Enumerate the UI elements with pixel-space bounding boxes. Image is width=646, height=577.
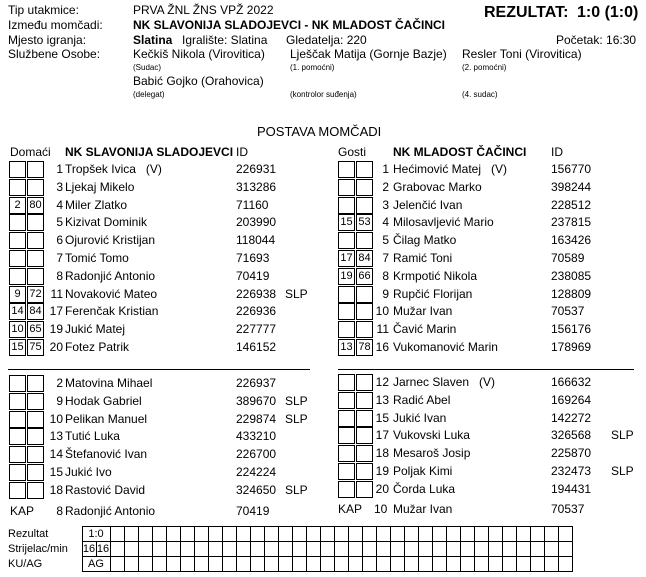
player-id: 225870 — [551, 446, 592, 461]
player-number: 15 — [375, 410, 389, 425]
sub-minute-box — [27, 375, 44, 392]
sub-minute-box: 65 — [27, 321, 44, 338]
player-name — [393, 375, 495, 389]
player-name-text: Hećimović Matej — [393, 162, 482, 176]
sub-player-box: 13 — [338, 339, 355, 356]
official-role: (1. pomoćni) — [290, 63, 335, 72]
player-name-text: Mužar Ivan — [393, 304, 453, 319]
player-name — [65, 447, 147, 461]
sub-minute-box: 66 — [356, 268, 373, 285]
sub-player-box — [338, 374, 355, 391]
sub-player-box: 17 — [338, 250, 355, 267]
sub-minute-box — [356, 463, 373, 480]
player-number: 9 — [382, 286, 389, 301]
player-name-text: Poljak Kimi — [393, 464, 453, 478]
player-number: 19 — [49, 322, 63, 337]
player-number: 8 — [56, 268, 63, 283]
igraliste: Igralište: Slatina — [182, 33, 268, 47]
rezultat-cell: 1:0 — [82, 527, 110, 542]
player-name — [65, 251, 129, 265]
sub-player-box — [9, 428, 26, 445]
player-number: 10 — [49, 411, 63, 426]
player-name — [393, 269, 477, 283]
sub-player-box — [338, 445, 355, 462]
player-name — [393, 162, 507, 176]
official-role: (Sudac) — [133, 63, 162, 72]
player-number: 3 — [382, 197, 389, 212]
player-name-text: Krmpotić Nikola — [393, 268, 478, 283]
player-id: 166632 — [551, 375, 592, 389]
player-name-text: Jukić Ivan — [393, 410, 447, 425]
player-id: 70419 — [236, 268, 270, 283]
player-number: 15 — [49, 465, 63, 479]
sub-minute-box — [356, 303, 373, 320]
player-name — [65, 198, 127, 212]
player-name-text: Miler Zlatko — [65, 197, 128, 212]
postava-title: POSTAVA MOMČADI — [257, 124, 382, 139]
player-number: 13 — [49, 429, 63, 444]
sub-minute-box — [356, 445, 373, 462]
sub-minute-box — [27, 268, 44, 285]
sub-minute-box: 78 — [356, 339, 373, 356]
player-id: 71160 — [236, 197, 269, 212]
player-name — [393, 215, 494, 229]
home-id-header: ID — [236, 145, 248, 159]
sub-minute-box — [356, 232, 373, 249]
sub-player-box: 19 — [338, 268, 355, 285]
sub-player-box — [9, 161, 26, 178]
player-name-text: Štefanović Ivan — [65, 447, 148, 462]
player-name-text: Tropšek Ivica — [65, 162, 136, 176]
player-name-text: Jelenčić Ivan — [393, 197, 463, 212]
sub-player-box — [338, 410, 355, 427]
player-name-text: Pelikan Manuel — [65, 411, 148, 426]
player-name-text: Radić Abel — [393, 392, 451, 407]
away-side-label: Gosti — [338, 145, 367, 159]
player-id: 203990 — [236, 215, 277, 230]
sub-player-box — [338, 481, 355, 498]
player-name-text: Čilag Matko — [393, 233, 457, 248]
player-name — [65, 322, 125, 336]
player-name — [393, 322, 456, 336]
strijelac-cell: 16 — [96, 542, 110, 555]
sub-player-box — [338, 179, 355, 196]
izmedu-label: Između momčadi: — [8, 18, 103, 32]
sub-minute-box — [356, 197, 373, 214]
pocetak: Početak: 16:30 — [556, 33, 637, 47]
sub-player-box — [9, 393, 26, 410]
player-name — [65, 162, 162, 176]
official-role: (4. sudac) — [462, 90, 498, 99]
player-name — [65, 233, 155, 247]
player-id: 70589 — [551, 251, 585, 265]
sub-minute-box — [356, 481, 373, 498]
player-number: 4 — [56, 197, 63, 212]
player-name — [393, 464, 452, 478]
player-name — [393, 340, 498, 354]
player-id: 178969 — [551, 340, 592, 354]
player-id: 70537 — [551, 304, 585, 319]
player-name — [393, 411, 446, 425]
player-number: 7 — [382, 251, 389, 265]
player-name — [393, 287, 472, 301]
player-id: 142272 — [551, 410, 592, 425]
player-name — [65, 376, 152, 390]
player-number: 19 — [375, 464, 389, 478]
player-name — [393, 251, 452, 265]
player-note: SLP — [285, 286, 308, 301]
strijelac-row-label: Strijelac/min — [8, 542, 68, 555]
player-name — [65, 215, 147, 229]
player-id: 238085 — [551, 268, 592, 283]
sub-minute-box — [27, 179, 44, 196]
sub-player-box — [9, 214, 26, 231]
sub-player-box: 15 — [9, 339, 26, 356]
player-number: 1 — [56, 162, 63, 176]
player-name-text: Čorda Luka — [393, 481, 456, 496]
player-name — [65, 287, 157, 301]
player-id: 398244 — [551, 179, 592, 194]
sub-minute-box — [27, 232, 44, 249]
sub-player-box — [9, 250, 26, 267]
sub-player-box — [9, 464, 26, 481]
home-kap-num: 8 — [56, 504, 63, 518]
player-name-text: Tutić Luka — [65, 429, 120, 444]
sub-minute-box — [27, 214, 44, 231]
sub-player-box: 15 — [338, 214, 355, 231]
strijelac-cell: 16 — [82, 542, 96, 555]
player-number: 18 — [375, 446, 389, 461]
player-name-text: Jukić Matej — [65, 322, 126, 337]
player-name-text: Rupčić Florijan — [393, 286, 473, 301]
player-name — [393, 393, 450, 407]
player-id: 169264 — [551, 392, 592, 407]
player-id: 433210 — [236, 429, 277, 444]
sub-minute-box: 84 — [27, 303, 44, 320]
sub-player-box — [338, 392, 355, 409]
player-id: 226700 — [236, 447, 277, 462]
player-name-text: Milosavljević Mario — [393, 215, 494, 230]
player-number: 11 — [376, 322, 389, 337]
sub-player-box — [338, 197, 355, 214]
home-kap-id: 70419 — [236, 504, 270, 518]
player-id: 229874 — [236, 411, 277, 426]
official-name: Resler Toni (Virovitica) — [462, 47, 582, 61]
player-name — [65, 465, 112, 479]
player-number: 2 — [382, 179, 389, 194]
player-name — [65, 429, 120, 443]
player-note: SLP — [285, 411, 308, 426]
player-name — [393, 180, 482, 194]
sub-minute-box — [356, 392, 373, 409]
player-name — [393, 446, 470, 460]
home-team-header: NK SLAVONIJA SLADOJEVCI — [65, 145, 234, 159]
mjesto-label: Mjesto igranja: — [8, 33, 87, 47]
player-name — [393, 198, 462, 212]
official-role: (2. pomoćni) — [462, 63, 507, 72]
sub-player-box — [9, 268, 26, 285]
sub-minute-box — [356, 179, 373, 196]
kuag-row-label: KU/AG — [8, 557, 43, 570]
player-id: 324650 — [236, 482, 277, 497]
player-id: 226936 — [236, 304, 277, 319]
away-kap-id: 70537 — [551, 502, 585, 516]
tip-value: PRVA ŽNL ŽNS VPŽ 2022 — [133, 3, 274, 17]
tip-label: Tip utakmice: — [8, 3, 79, 17]
player-number: 6 — [56, 233, 63, 248]
player-number: 20 — [375, 481, 389, 496]
player-name-text: Matovina Mihael — [65, 376, 153, 390]
player-id: 194431 — [551, 481, 592, 496]
away-kap-name: Mužar Ivan — [393, 502, 453, 516]
player-id: 232473 — [551, 464, 592, 478]
player-number: 4 — [382, 215, 389, 230]
sub-minute-box: 53 — [356, 214, 373, 231]
sub-minute-box — [356, 427, 373, 444]
away-id-header: ID — [551, 145, 563, 159]
sub-minute-box — [27, 393, 44, 410]
rezultat-value: 1:0 (1:0) — [577, 4, 639, 21]
player-tag: (V) — [145, 162, 162, 176]
player-id: 156176 — [551, 322, 592, 337]
player-name-text: Mesaroš Josip — [393, 446, 471, 461]
player-number: 9 — [56, 393, 63, 408]
sub-minute-box — [27, 482, 44, 499]
sub-minute-box — [27, 411, 44, 428]
sub-minute-box: 80 — [27, 197, 44, 214]
sub-player-box — [9, 179, 26, 196]
player-name-text: Novaković Mateo — [65, 286, 158, 301]
sub-minute-box — [27, 161, 44, 178]
player-name — [393, 304, 452, 318]
sub-player-box — [338, 232, 355, 249]
sub-minute-box — [27, 250, 44, 267]
player-name-text: Čavić Marin — [393, 322, 457, 337]
sub-minute-box: 72 — [27, 286, 44, 303]
player-name — [65, 269, 155, 283]
player-id: 226931 — [236, 162, 277, 176]
player-number: 10 — [375, 304, 389, 319]
sub-player-box — [338, 161, 355, 178]
player-tag: (V) — [479, 375, 496, 389]
player-number: 2 — [56, 376, 63, 390]
player-number: 7 — [56, 251, 63, 265]
player-name — [65, 180, 134, 194]
home-kap-name: Radonjić Antonio — [65, 504, 156, 518]
player-name-text: Ferenčak Kristian — [65, 304, 159, 319]
sub-player-box — [338, 286, 355, 303]
player-number: 16 — [375, 340, 389, 354]
player-note: SLP — [611, 428, 634, 443]
official-name: Babić Gojko (Orahovica) — [133, 74, 264, 88]
player-number: 1 — [382, 162, 389, 176]
player-name-text: Ljekaj Mikelo — [65, 179, 135, 194]
away-team-header: NK MLADOST ČAČINCI — [393, 145, 527, 159]
sub-minute-box — [27, 464, 44, 481]
sub-player-box — [338, 303, 355, 320]
player-number: 17 — [375, 428, 389, 443]
player-note: SLP — [285, 393, 308, 408]
player-id: 224224 — [236, 465, 277, 479]
sub-player-box — [338, 427, 355, 444]
sub-minute-box — [356, 321, 373, 338]
player-name-text: Rastović David — [65, 482, 146, 497]
rezultat-row-label: Rezultat — [8, 527, 49, 540]
player-id: 71693 — [236, 251, 270, 265]
official-name: Kečkiš Nikola (Virovitica) — [133, 47, 265, 61]
sub-player-box: 9 — [9, 286, 26, 303]
sub-minute-box — [27, 428, 44, 445]
sub-player-box — [9, 232, 26, 249]
official-name: Lješčak Matija (Gornje Bazje) — [290, 47, 447, 61]
away-subs-divider — [338, 369, 634, 370]
sub-player-box — [9, 482, 26, 499]
player-id: 226938 — [236, 286, 277, 301]
sub-player-box: 10 — [9, 321, 26, 338]
sub-player-box — [338, 463, 355, 480]
player-name-text: Vukomanović Marin — [393, 340, 498, 354]
player-id: 227777 — [236, 322, 277, 337]
sub-minute-box — [356, 286, 373, 303]
player-note: SLP — [611, 464, 634, 478]
sub-minute-box — [356, 161, 373, 178]
player-number: 13 — [375, 392, 389, 407]
sluzbene-label: Službene Osobe: — [8, 47, 101, 61]
player-name-text: Ojurović Kristijan — [65, 233, 156, 248]
player-id: 326568 — [551, 428, 592, 443]
player-id: 163426 — [551, 233, 592, 248]
sub-player-box — [338, 321, 355, 338]
player-id: 118044 — [236, 233, 276, 248]
home-subs-divider — [8, 369, 310, 370]
kuag-cell: AG — [82, 557, 110, 572]
sub-player-box — [9, 375, 26, 392]
away-kap-num: 10 — [374, 502, 388, 516]
results-grid — [8, 526, 573, 572]
sub-player-box: 2 — [9, 197, 26, 214]
sub-player-box — [9, 446, 26, 463]
player-name-text: Radonjić Antonio — [65, 268, 156, 283]
official-role: (delegat) — [133, 90, 165, 99]
sub-minute-box: 75 — [27, 339, 44, 356]
player-number: 5 — [382, 233, 389, 248]
gledatelja: Gledatelja: 220 — [286, 33, 367, 47]
sub-minute-box — [27, 446, 44, 463]
player-name-text: Grabovac Marko — [393, 179, 482, 194]
sub-minute-box — [356, 410, 373, 427]
player-name-text: Tomić Tomo — [65, 251, 129, 265]
player-name — [393, 428, 470, 442]
player-id: 156770 — [551, 162, 592, 176]
player-name — [393, 482, 455, 496]
player-name — [65, 394, 142, 408]
sub-minute-box — [356, 374, 373, 391]
player-note: SLP — [285, 482, 308, 497]
player-number: 17 — [49, 304, 63, 319]
player-number: 8 — [382, 268, 389, 283]
player-name — [65, 304, 158, 318]
sub-player-box — [9, 411, 26, 428]
player-id: 389670 — [236, 393, 277, 408]
player-id: 226937 — [236, 376, 277, 390]
player-name — [65, 412, 147, 426]
player-number: 14 — [49, 447, 63, 462]
player-name-text: Fotez Patrik — [65, 340, 130, 354]
player-number: 12 — [375, 375, 389, 389]
player-name — [393, 233, 456, 247]
player-number: 20 — [49, 340, 63, 354]
player-name-text: Ramić Toni — [393, 251, 453, 265]
player-id: 237815 — [551, 215, 592, 230]
sub-minute-box: 84 — [356, 250, 373, 267]
player-name-text: Jarnec Slaven — [393, 375, 470, 389]
match-title: NK SLAVONIJA SLADOJEVCI - NK MLADOST ČAČINCI — [133, 18, 446, 32]
player-id: 128809 — [551, 286, 592, 301]
player-tag: (V) — [491, 162, 508, 176]
mjesto-value: Slatina — [133, 33, 173, 47]
home-kap-label: KAP — [10, 504, 35, 518]
player-number: 11 — [50, 286, 63, 301]
player-number: 18 — [49, 482, 63, 497]
player-name — [65, 483, 145, 497]
player-number: 3 — [56, 179, 63, 194]
player-number: 5 — [56, 215, 63, 230]
sub-player-box: 14 — [9, 303, 26, 320]
player-name-text: Vukovski Luka — [393, 428, 470, 443]
away-kap-label: KAP — [338, 502, 363, 516]
player-id: 146152 — [236, 340, 277, 354]
player-name-text: Jukić Ivo — [65, 465, 112, 479]
rezultat-label: REZULTAT: — [484, 4, 569, 21]
official-role: (kontrolor suđenja) — [290, 90, 357, 99]
home-side-label: Domaći — [10, 145, 51, 159]
player-id: 313286 — [236, 179, 277, 194]
player-name — [65, 340, 129, 354]
player-name-text: Kizivat Dominik — [65, 215, 148, 230]
player-name-text: Hodak Gabriel — [65, 393, 142, 408]
player-id: 228512 — [551, 197, 592, 212]
